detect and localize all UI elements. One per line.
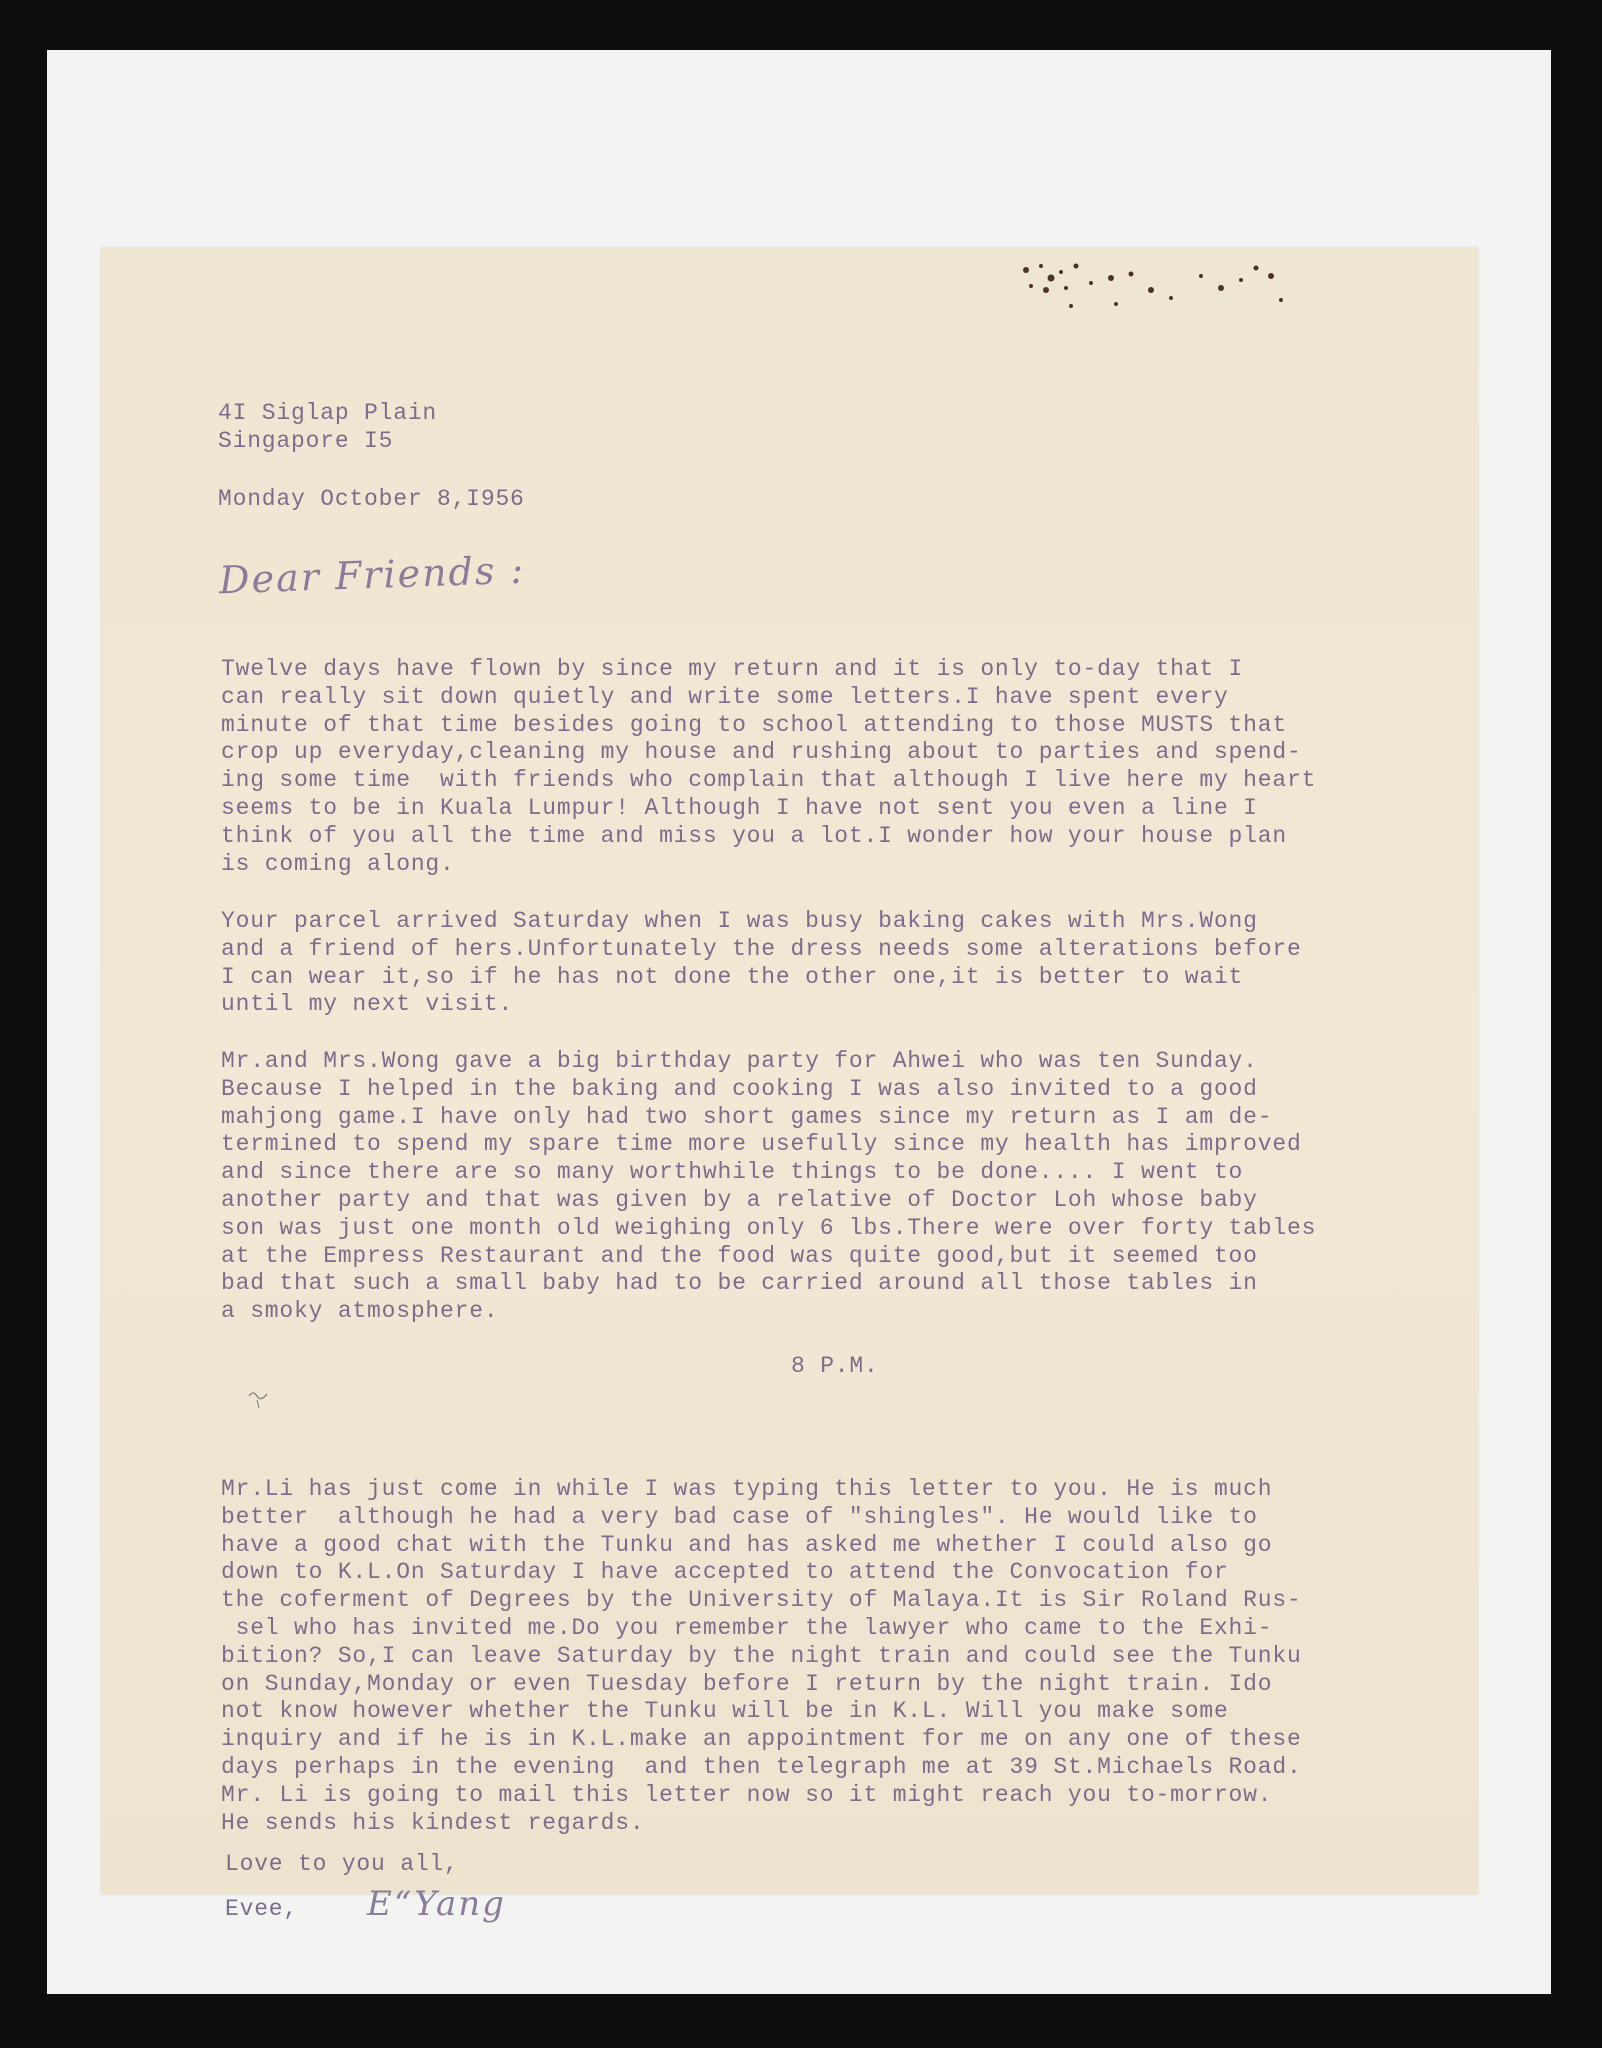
sender-address: 4I Siglap Plain Singapore I5 — [218, 400, 438, 454]
closing-line: Love to you all, — [225, 1851, 459, 1877]
time-note: 8 P.M. — [791, 1353, 879, 1379]
pencil-mark — [247, 1388, 271, 1410]
paragraph-3: Mr.and Mrs.Wong gave a big birthday party for Ahwei who was ten Sunday. Because I helped in the baking and cooking I was also invited to a good mahjong game.I have only had two short games since my return as I am de- termined to spend my spare time more usefully since my health has improved and since there are so many worthwhile things to be done.... I went to another party and that was given by a relative of Doctor Loh whose baby son was just one month old weighing only 6 lbs.There were over forty tables at the Empress Restaurant and the food was quite good,but it seemed too bad that such a small baby had to be carried around all those tables in a smoky atmosphere. — [221, 1048, 1317, 1325]
letter-date: Monday October 8,I956 — [218, 486, 525, 512]
paragraph-4: Mr.Li has just come in while I was typing this letter to you. He is much better although he had a very bad case of "shingles". He would like to have a good chat with the Tunku and has asked me whether I could also go down to K.L.On Saturday I have accepted to attend the Convocation for the coferment of Degrees by the University of Malaya.It is Sir Roland Rus- sel who has invited me.Do you remember the lawyer who came to the Exhi- bition? So,I can leave Saturday by the night train and could see the Tunku on Sunday,Monday or even Tuesday before I return by the night train. Ido not know however whether the Tunku will be in K.L. Will you make some inquiry and if he is in K.L.make an appointment for me on any one of these days perhaps in the evening and then telegraph me at 39 St.Michaels Road. Mr. Li is going to mail this letter now so it might reach you to-morrow. He sends his kindest regards. — [221, 1476, 1302, 1836]
letter-sheet — [101, 248, 1478, 1924]
handwritten-salutation: Dear Friends : — [218, 547, 526, 603]
handwritten-signature: E“Yang — [367, 1884, 506, 1924]
paragraph-2: Your parcel arrived Saturday when I was busy baking cakes with Mrs.Wong and a friend of hers.Unfortunately the dress needs some alterations before I can wear it,so if he has not done the other one,it is better to wait until my next visit. — [221, 908, 1302, 1018]
ink-stains — [911, 248, 1351, 338]
paragraph-1: Twelve days have flown by since my return and it is only to-day that I can really sit down quietly and write some letters.I have spent every minute of that time besides going to school attending to those MUSTS that crop up everyday,cleaning my house and rushing about to parties and spend- ing some time with friends who complain that although I live here my heart seems to be in Kuala Lumpur! Although I have not sent you even a line I think of you all the time and miss you a lot.I wonder how your house plan is coming along. — [221, 656, 1317, 877]
typed-signature: Evee, — [225, 1896, 299, 1922]
